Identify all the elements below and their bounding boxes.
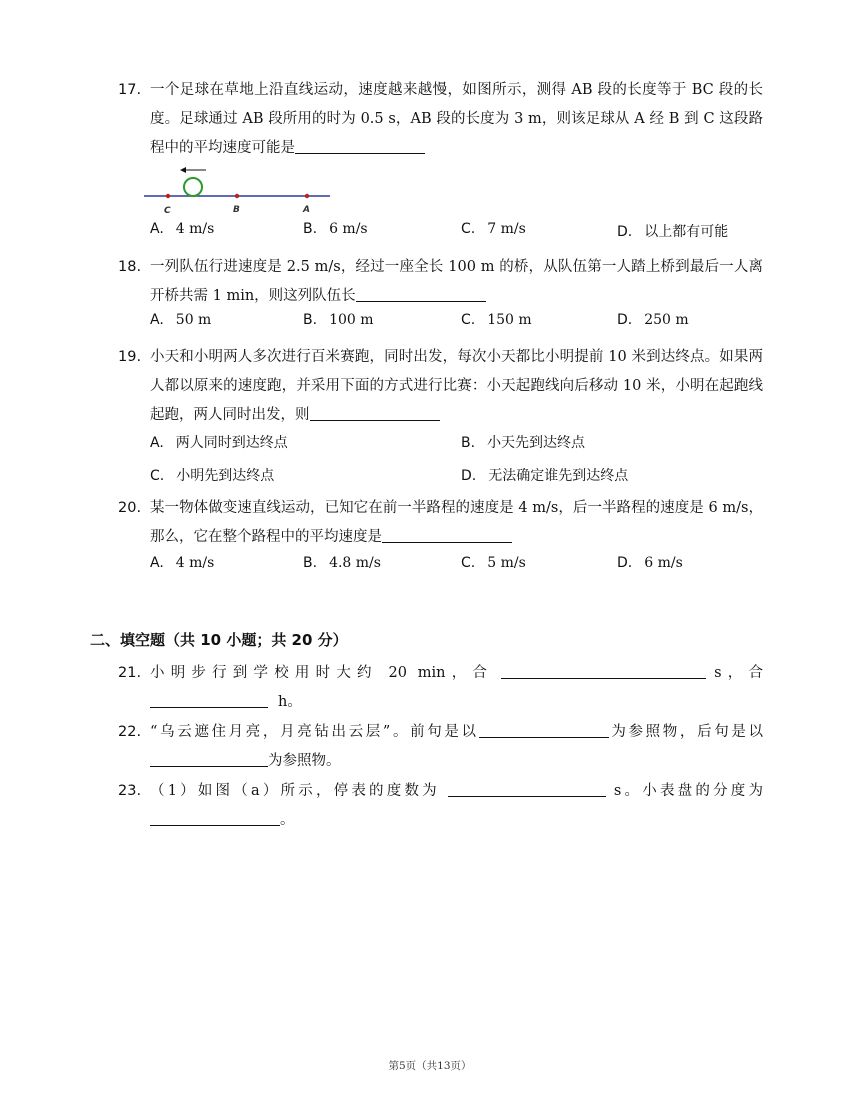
question-number: 23.: [118, 783, 142, 799]
question-text: 小明步行到学校用时大约 20 min，合: [150, 665, 494, 681]
question-text: 小天和小明两人多次进行百米赛跑，同时出发，每次小天都比小明提前 10 米到达终点。如果两人都以原来的速度跑，并采用下面的方式进行比赛：小天起跑线向后移动 10 米，小明在起跑线起跑，两人同时出发，则: [150, 349, 763, 423]
option-b[interactable]: B. 小天先到达终点: [461, 435, 586, 451]
q17-options: [150, 221, 770, 245]
point-c: [166, 194, 170, 198]
question-number: 22.: [118, 724, 142, 740]
football-motion-figure: [140, 160, 340, 220]
option-a[interactable]: A. 两人同时到达终点: [150, 435, 288, 451]
label-c: C: [164, 206, 171, 216]
answer-blank-1[interactable]: [448, 778, 606, 797]
label-b: B: [233, 205, 240, 215]
answer-blank[interactable]: [382, 524, 512, 543]
question-22: [118, 718, 763, 776]
option-b[interactable]: B. 4.8 m/s: [303, 555, 381, 571]
option-d[interactable]: D. 无法确定谁先到达终点: [461, 468, 629, 484]
option-a[interactable]: A. 50 m: [150, 312, 212, 328]
q19-options-row2: [150, 465, 770, 489]
label-a: A: [303, 205, 310, 215]
page-footer: 第5页（共13页）: [388, 1060, 472, 1072]
option-c[interactable]: C. 7 m/s: [461, 221, 526, 237]
question-number: 17.: [118, 82, 142, 98]
question-18: [118, 253, 763, 311]
q20-options: [150, 555, 770, 579]
question-23: [118, 777, 763, 835]
question-number: 21.: [118, 665, 142, 681]
question-text: 一列队伍行进速度是 2.5 m/s，经过一座全长 100 m 的桥，从队伍第一人踏上桥到最后一人离开桥共需 1 min，则这列队伍长: [150, 259, 763, 304]
answer-blank-2[interactable]: [150, 748, 268, 767]
question-text: “乌云遮住月亮，月亮钻出云层”。前句是以: [150, 724, 479, 740]
question-text: 为参照物，后句是以: [608, 724, 763, 740]
question-number: 20.: [118, 500, 142, 516]
point-b: [235, 194, 239, 198]
question-text: s。小表盘的分度为: [613, 783, 763, 799]
option-c[interactable]: C. 150 m: [461, 312, 532, 328]
option-c[interactable]: C. 小明先到达终点: [150, 468, 275, 484]
question-text: 某一物体做变速直线运动，已知它在前一半路程的速度是 4 m/s，后一半路程的速度是 6 m/s，那么，它在整个路程中的平均速度是: [150, 500, 763, 545]
option-b[interactable]: B. 100 m: [303, 312, 374, 328]
section-heading: 二、填空题（共 10 小题；共 20 分）: [90, 631, 348, 649]
question-text: 。: [280, 812, 295, 828]
question-text: （1）如图（a）所示，停表的度数为: [150, 783, 440, 799]
answer-blank-1[interactable]: [501, 660, 706, 679]
answer-blank[interactable]: [310, 402, 440, 421]
answer-blank[interactable]: [356, 283, 486, 302]
question-text: 一个足球在草地上沿直线运动，速度越来越慢，如图所示，测得 AB 段的长度等于 BC 段的长度。足球通过 AB 段所用的时为 0.5 s，AB 段的长度为 3 m，则该足球从 A 经 B 到 C 这段路程中的平均速度可能是: [150, 82, 763, 156]
answer-blank-1[interactable]: [479, 719, 609, 738]
answer-blank-2[interactable]: [150, 807, 280, 826]
option-a[interactable]: A. 4 m/s: [150, 221, 215, 237]
point-a: [305, 194, 309, 198]
answer-blank[interactable]: [295, 135, 425, 154]
option-d[interactable]: D. 以上都有可能: [617, 224, 729, 240]
question-number: 18.: [118, 259, 142, 275]
answer-blank-2[interactable]: [150, 689, 268, 708]
velocity-arrow-head: [180, 167, 186, 173]
question-text: 为参照物。: [268, 753, 341, 769]
option-d[interactable]: D. 250 m: [617, 312, 689, 328]
q18-options: [150, 312, 770, 336]
question-number: 19.: [118, 349, 142, 365]
question-21: [118, 659, 763, 717]
question-19: [118, 343, 763, 430]
football-circle: [184, 178, 202, 196]
question-text: s，合: [714, 665, 763, 681]
question-20: [118, 494, 763, 552]
option-b[interactable]: B. 6 m/s: [303, 221, 368, 237]
option-a[interactable]: A. 4 m/s: [150, 555, 215, 571]
option-c[interactable]: C. 5 m/s: [461, 555, 526, 571]
option-d[interactable]: D. 6 m/s: [617, 555, 683, 571]
q19-options-row1: [150, 432, 770, 456]
question-17: [118, 76, 763, 163]
question-text: h。: [278, 694, 302, 710]
